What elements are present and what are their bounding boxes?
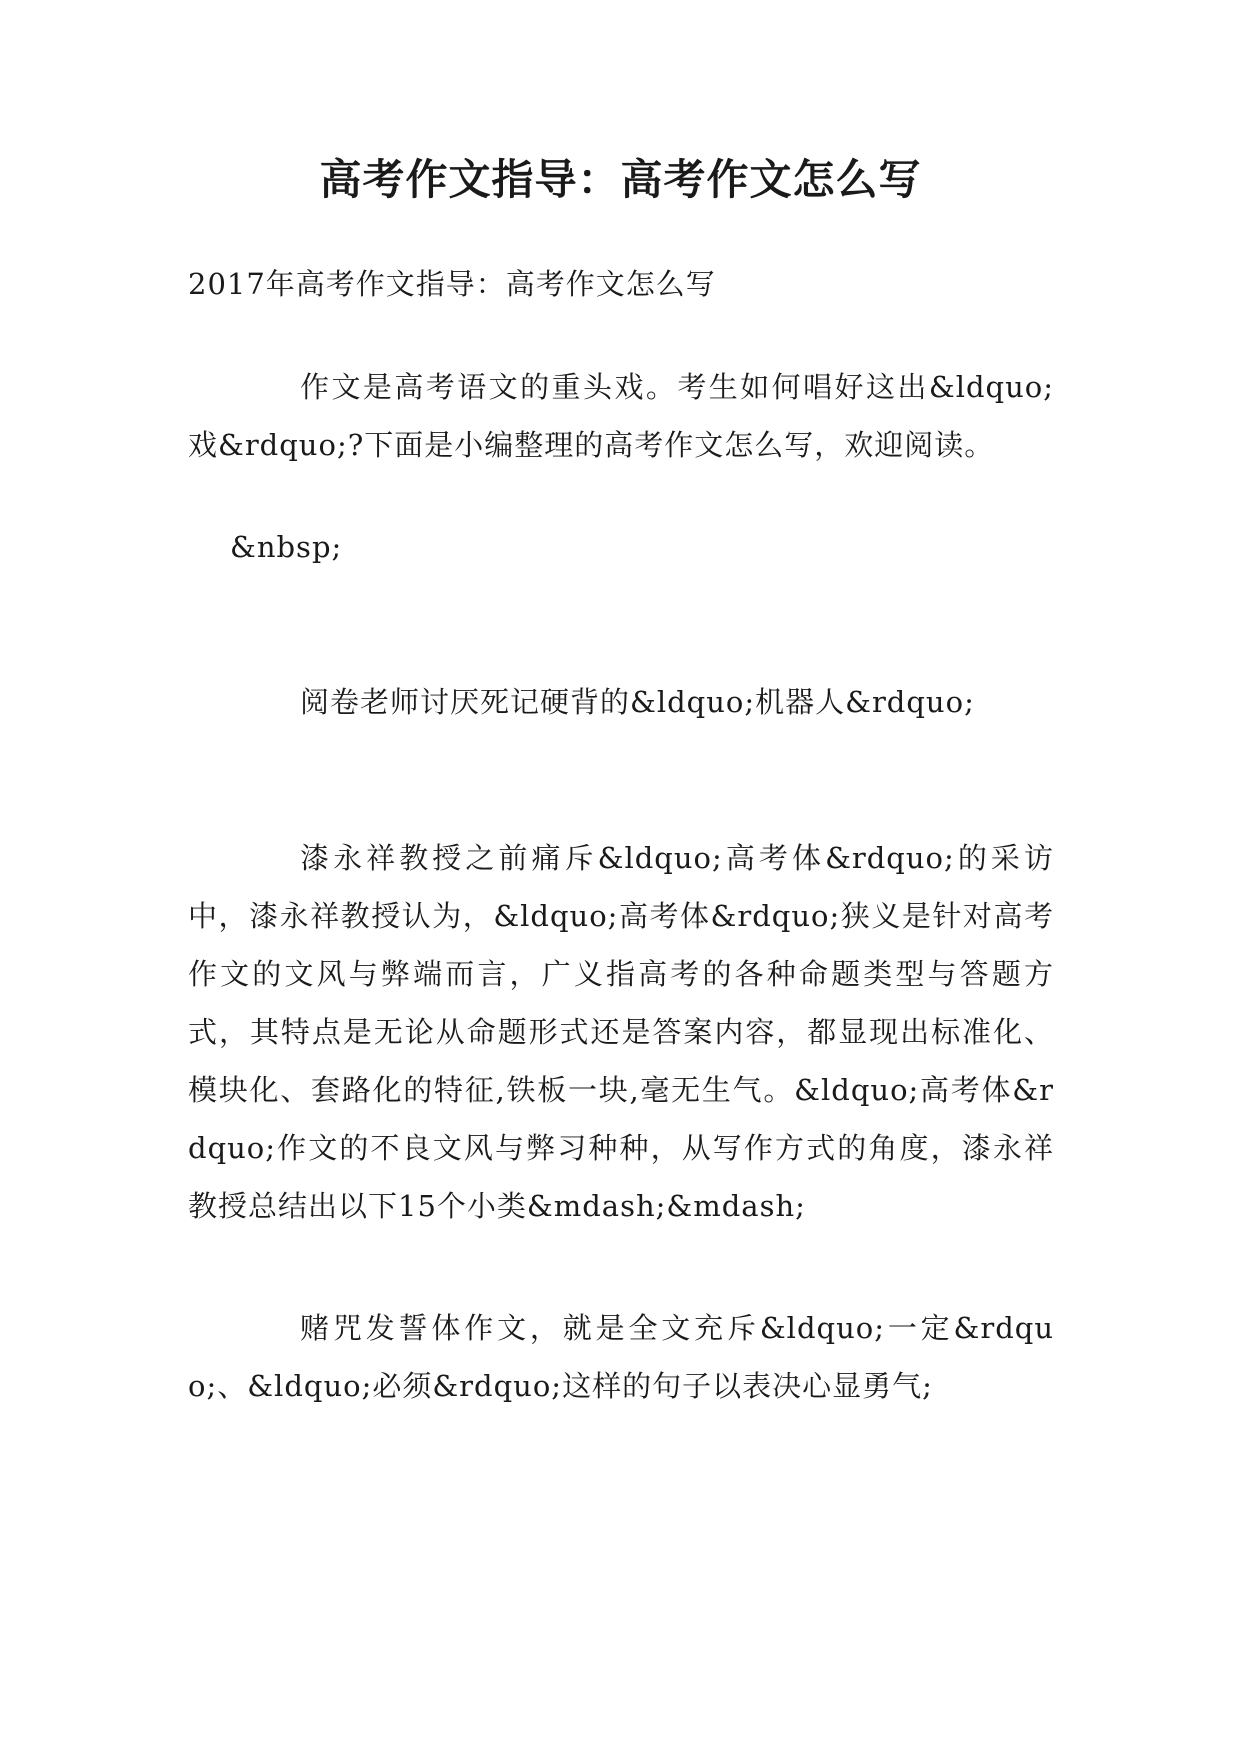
document-subtitle: 2017年高考作文指导：高考作文怎么写	[188, 267, 716, 301]
paragraph-last: 赌咒发誓体作文，就是全文充斥&ldquo;一定&rdquo;、&ldquo;必须&rdquo;这样的句子以表决心显勇气;	[188, 1311, 1054, 1403]
document-title: 高考作文指导：高考作文怎么写	[319, 155, 922, 204]
paragraph-main: 漆永祥教授之前痛斥&ldquo;高考体&rdquo;的采访中，漆永祥教授认为，&ldquo;高考体&rdquo;狭义是针对高考作文的文风与弊端而言，广义指高考的各种命题类型与答题方式，其特点是无论从命题形式还是答案内容，都显现出标准化、模块化、套路化的特征,铁板一块,毫无生气。&ldquo;高考体&rdquo;作文的不良文风与弊习种种，从写作方式的角度，漆永祥教授总结出以下15个小类&mdash;&mdash;	[188, 841, 1054, 1223]
paragraph-intro: 作文是高考语文的重头戏。考生如何唱好这出&ldquo;戏&rdquo;?下面是小编整理的高考作文怎么写，欢迎阅读。	[188, 370, 1054, 462]
paragraph-nbsp: &nbsp;	[230, 530, 343, 564]
paragraph-heading: 阅卷老师讨厌死记硬背的&ldquo;机器人&rdquo;	[300, 685, 975, 719]
